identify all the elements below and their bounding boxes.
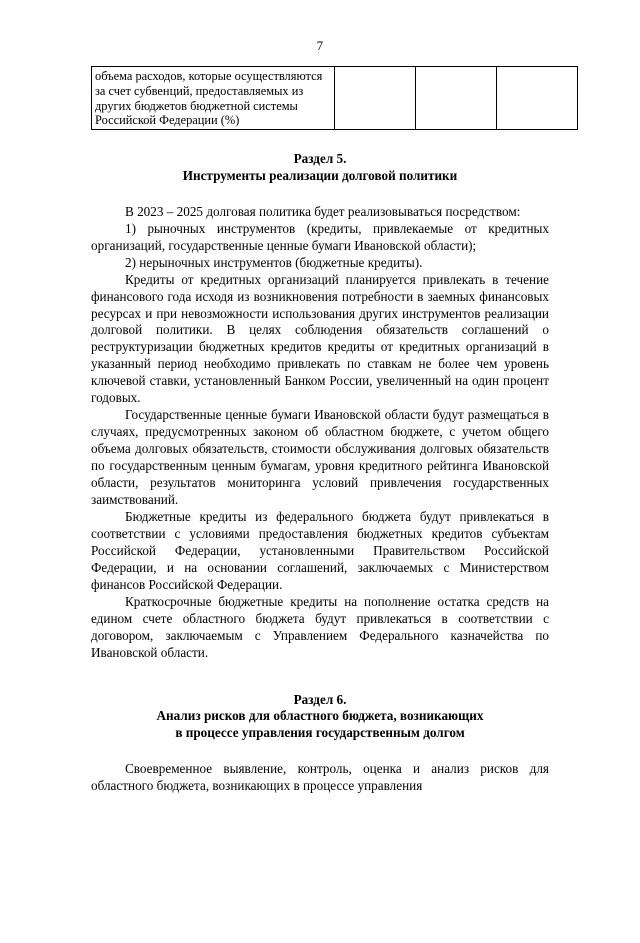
section-5-paragraph-4: Кредиты от кредитных организаций планируется привлекать в течение финансового года исходя из возникновения потребности в заемных финансовых ресурсах и при невозможности использования других инструментов реализации долговой политики. В целях соблюдения обязательств соглашений о реструктуризации бюджетных кредитов кредиты от кредитных организаций в указанный период необходимо привлекать по ставкам не более чем уровень ключевой ставки, установленный Банком России, увеличенный на один процент годовых. <box>91 271 549 406</box>
table-cell-value-2 <box>416 67 497 130</box>
indicator-table <box>91 66 578 130</box>
section-5-title-line2: Инструменты реализации долговой политики <box>182 167 458 183</box>
section-6-heading <box>91 692 549 743</box>
section-5-paragraph-3: 2) нерыночных инструментов (бюджетные кредиты). <box>125 254 423 270</box>
section-5-paragraph-7: Краткосрочные бюджетные кредиты на пополнение остатка средств на едином счете областного бюджета будут привлекаться в соответствии с договором, заключаемым с Управлением Федерального казначейства по Ивановской области. <box>91 593 549 660</box>
section-5-paragraph-2: 1) рыночных инструментов (кредиты, привлекаемые от кредитных организаций, государственные ценные бумаги Ивановской области); <box>91 220 549 253</box>
section-6-title-line3: в процессе управления государственным долгом <box>175 725 465 741</box>
table-cell-description: объема расходов, которые осуществляются за счет субвенций, предоставляемых из других бюджетов бюджетной системы Российской Федерации (%) <box>92 67 335 130</box>
document-page <box>0 38 640 943</box>
section-6-title-line2: Анализ рисков для областного бюджета, возникающих <box>156 708 484 724</box>
table-row <box>92 67 578 130</box>
section-5-paragraph-1: В 2023 – 2025 долговая политика будет реализовываться посредством: <box>125 203 521 219</box>
section-5-title-line1: Раздел 5. <box>293 151 347 166</box>
page-number: 7 <box>316 38 324 53</box>
section-5-paragraph-6: Бюджетные кредиты из федерального бюджета будут привлекаться в соответствии с условиями предоставления бюджетных кредитов субъектам Российской Федерации, установленными Правительством Российской Федерации, и на основании соглашений, заключаемых с Министерством финансов Российской Федерации. <box>91 508 549 592</box>
table-cell-value-1 <box>335 67 416 130</box>
table-cell-value-3 <box>497 67 578 130</box>
section-6-paragraph-1: Своевременное выявление, контроль, оценка и анализ рисков для областного бюджета, возникающих в процессе управления <box>91 761 549 794</box>
document-body <box>91 66 549 795</box>
section-5-heading <box>91 151 549 185</box>
section-5-paragraph-5: Государственные ценные бумаги Ивановской области будут размещаться в случаях, предусмотренных законом об областном бюджете, с учетом общего объема долговых обязательств, стоимости обслуживания долговых обязательств по государственным ценным бумагам, уровня кредитного рейтинга Ивановской области, результатов мониторинга условий привлечения государственных заимствований. <box>91 407 549 507</box>
section-6-title-line1: Раздел 6. <box>293 691 347 707</box>
